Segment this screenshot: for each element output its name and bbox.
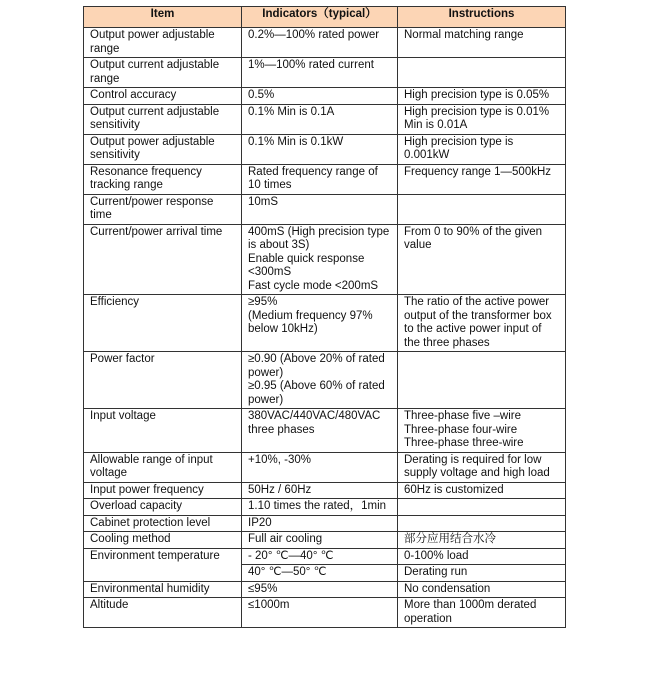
header-indicators: Indicators（typical） [242, 7, 398, 28]
item-cell: Environmental humidity [84, 581, 242, 598]
indicator-cell: ≥95% (Medium frequency 97% below 10kHz) [242, 295, 398, 352]
instruction-cell: High precision type is 0.01% Min is 0.01A [398, 104, 566, 134]
instruction-cell: Normal matching range [398, 28, 566, 58]
item-cell: Environment temperature [84, 548, 242, 581]
item-cell: Input power frequency [84, 482, 242, 499]
item-cell: Power factor [84, 352, 242, 409]
instruction-cell: High precision type is 0.001kW [398, 134, 566, 164]
indicator-cell: ≤1000m [242, 598, 398, 628]
item-cell: Altitude [84, 598, 242, 628]
table-row [84, 581, 566, 598]
item-cell: Output current adjustable range [84, 58, 242, 88]
item-cell: Efficiency [84, 295, 242, 352]
instruction-cell: 0-100% load [398, 548, 566, 565]
table-row [84, 58, 566, 88]
table-row [84, 532, 566, 549]
instruction-cell: Frequency range 1—500kHz [398, 164, 566, 194]
indicator-cell: +10%, -30% [242, 452, 398, 482]
table-row [84, 134, 566, 164]
header-instructions: Instructions [398, 7, 566, 28]
indicator-cell: 40° ℃—50° ℃ [242, 565, 398, 582]
table-row [84, 515, 566, 532]
item-cell: Current/power arrival time [84, 224, 242, 295]
indicator-cell: Full air cooling [242, 532, 398, 549]
spec-table [83, 6, 566, 628]
indicator-cell: 0.5% [242, 88, 398, 105]
instruction-cell: The ratio of the active power output of the transformer box to the active power input of the three phases [398, 295, 566, 352]
table-row [84, 352, 566, 409]
item-cell: Output power adjustable sensitivity [84, 134, 242, 164]
table-row [84, 295, 566, 352]
instruction-cell [398, 58, 566, 88]
item-cell: Output power adjustable range [84, 28, 242, 58]
indicator-cell: Rated frequency range of 10 times [242, 164, 398, 194]
item-cell: Allowable range of input voltage [84, 452, 242, 482]
indicator-cell: - 20° ℃—40° ℃ [242, 548, 398, 565]
indicator-cell: 0.2%—100% rated power [242, 28, 398, 58]
instruction-cell: 部分应用结合水冷 [398, 532, 566, 549]
table-row [84, 28, 566, 58]
indicator-cell: 1.10 times the rated，1min [242, 499, 398, 516]
instruction-cell: From 0 to 90% of the given value [398, 224, 566, 295]
table-row [84, 452, 566, 482]
header-row [84, 7, 566, 28]
indicator-cell: 50Hz / 60Hz [242, 482, 398, 499]
table-row [84, 482, 566, 499]
indicator-cell: ≤95% [242, 581, 398, 598]
item-cell: Output current adjustable sensitivity [84, 104, 242, 134]
instruction-cell: 60Hz is customized [398, 482, 566, 499]
indicator-cell: 380VAC/440VAC/480VAC three phases [242, 409, 398, 453]
instruction-cell: More than 1000m derated operation [398, 598, 566, 628]
item-cell: Cooling method [84, 532, 242, 549]
indicator-cell: 0.1% Min is 0.1A [242, 104, 398, 134]
table-row [84, 224, 566, 295]
item-cell: Overload capacity [84, 499, 242, 516]
instruction-cell [398, 194, 566, 224]
table-row [84, 499, 566, 516]
instruction-cell: Three-phase five –wire Three-phase four-wire Three-phase three-wire [398, 409, 566, 453]
table-row [84, 88, 566, 105]
item-cell: Input voltage [84, 409, 242, 453]
table-row [84, 598, 566, 628]
instruction-cell [398, 499, 566, 516]
table-row [84, 194, 566, 224]
indicator-cell: 1%—100% rated current [242, 58, 398, 88]
table-row [84, 409, 566, 453]
indicator-cell: 400mS (High precision type is about 3S) Enable quick response <300mS Fast cycle mode <200mS [242, 224, 398, 295]
instruction-cell [398, 352, 566, 409]
header-item: Item [84, 7, 242, 28]
item-cell: Control accuracy [84, 88, 242, 105]
instruction-cell: High precision type is 0.05% [398, 88, 566, 105]
instruction-cell: Derating is required for low supply voltage and high load [398, 452, 566, 482]
instruction-cell [398, 515, 566, 532]
item-cell: Resonance frequency tracking range [84, 164, 242, 194]
item-cell: Current/power response time [84, 194, 242, 224]
indicator-cell: 0.1% Min is 0.1kW [242, 134, 398, 164]
indicator-cell: IP20 [242, 515, 398, 532]
table-row [84, 548, 566, 565]
table-row [84, 104, 566, 134]
instruction-cell: No condensation [398, 581, 566, 598]
indicator-cell: ≥0.90 (Above 20% of rated power) ≥0.95 (Above 60% of rated power) [242, 352, 398, 409]
indicator-cell: 10mS [242, 194, 398, 224]
table-row [84, 164, 566, 194]
instruction-cell: Derating run [398, 565, 566, 582]
item-cell: Cabinet protection level [84, 515, 242, 532]
